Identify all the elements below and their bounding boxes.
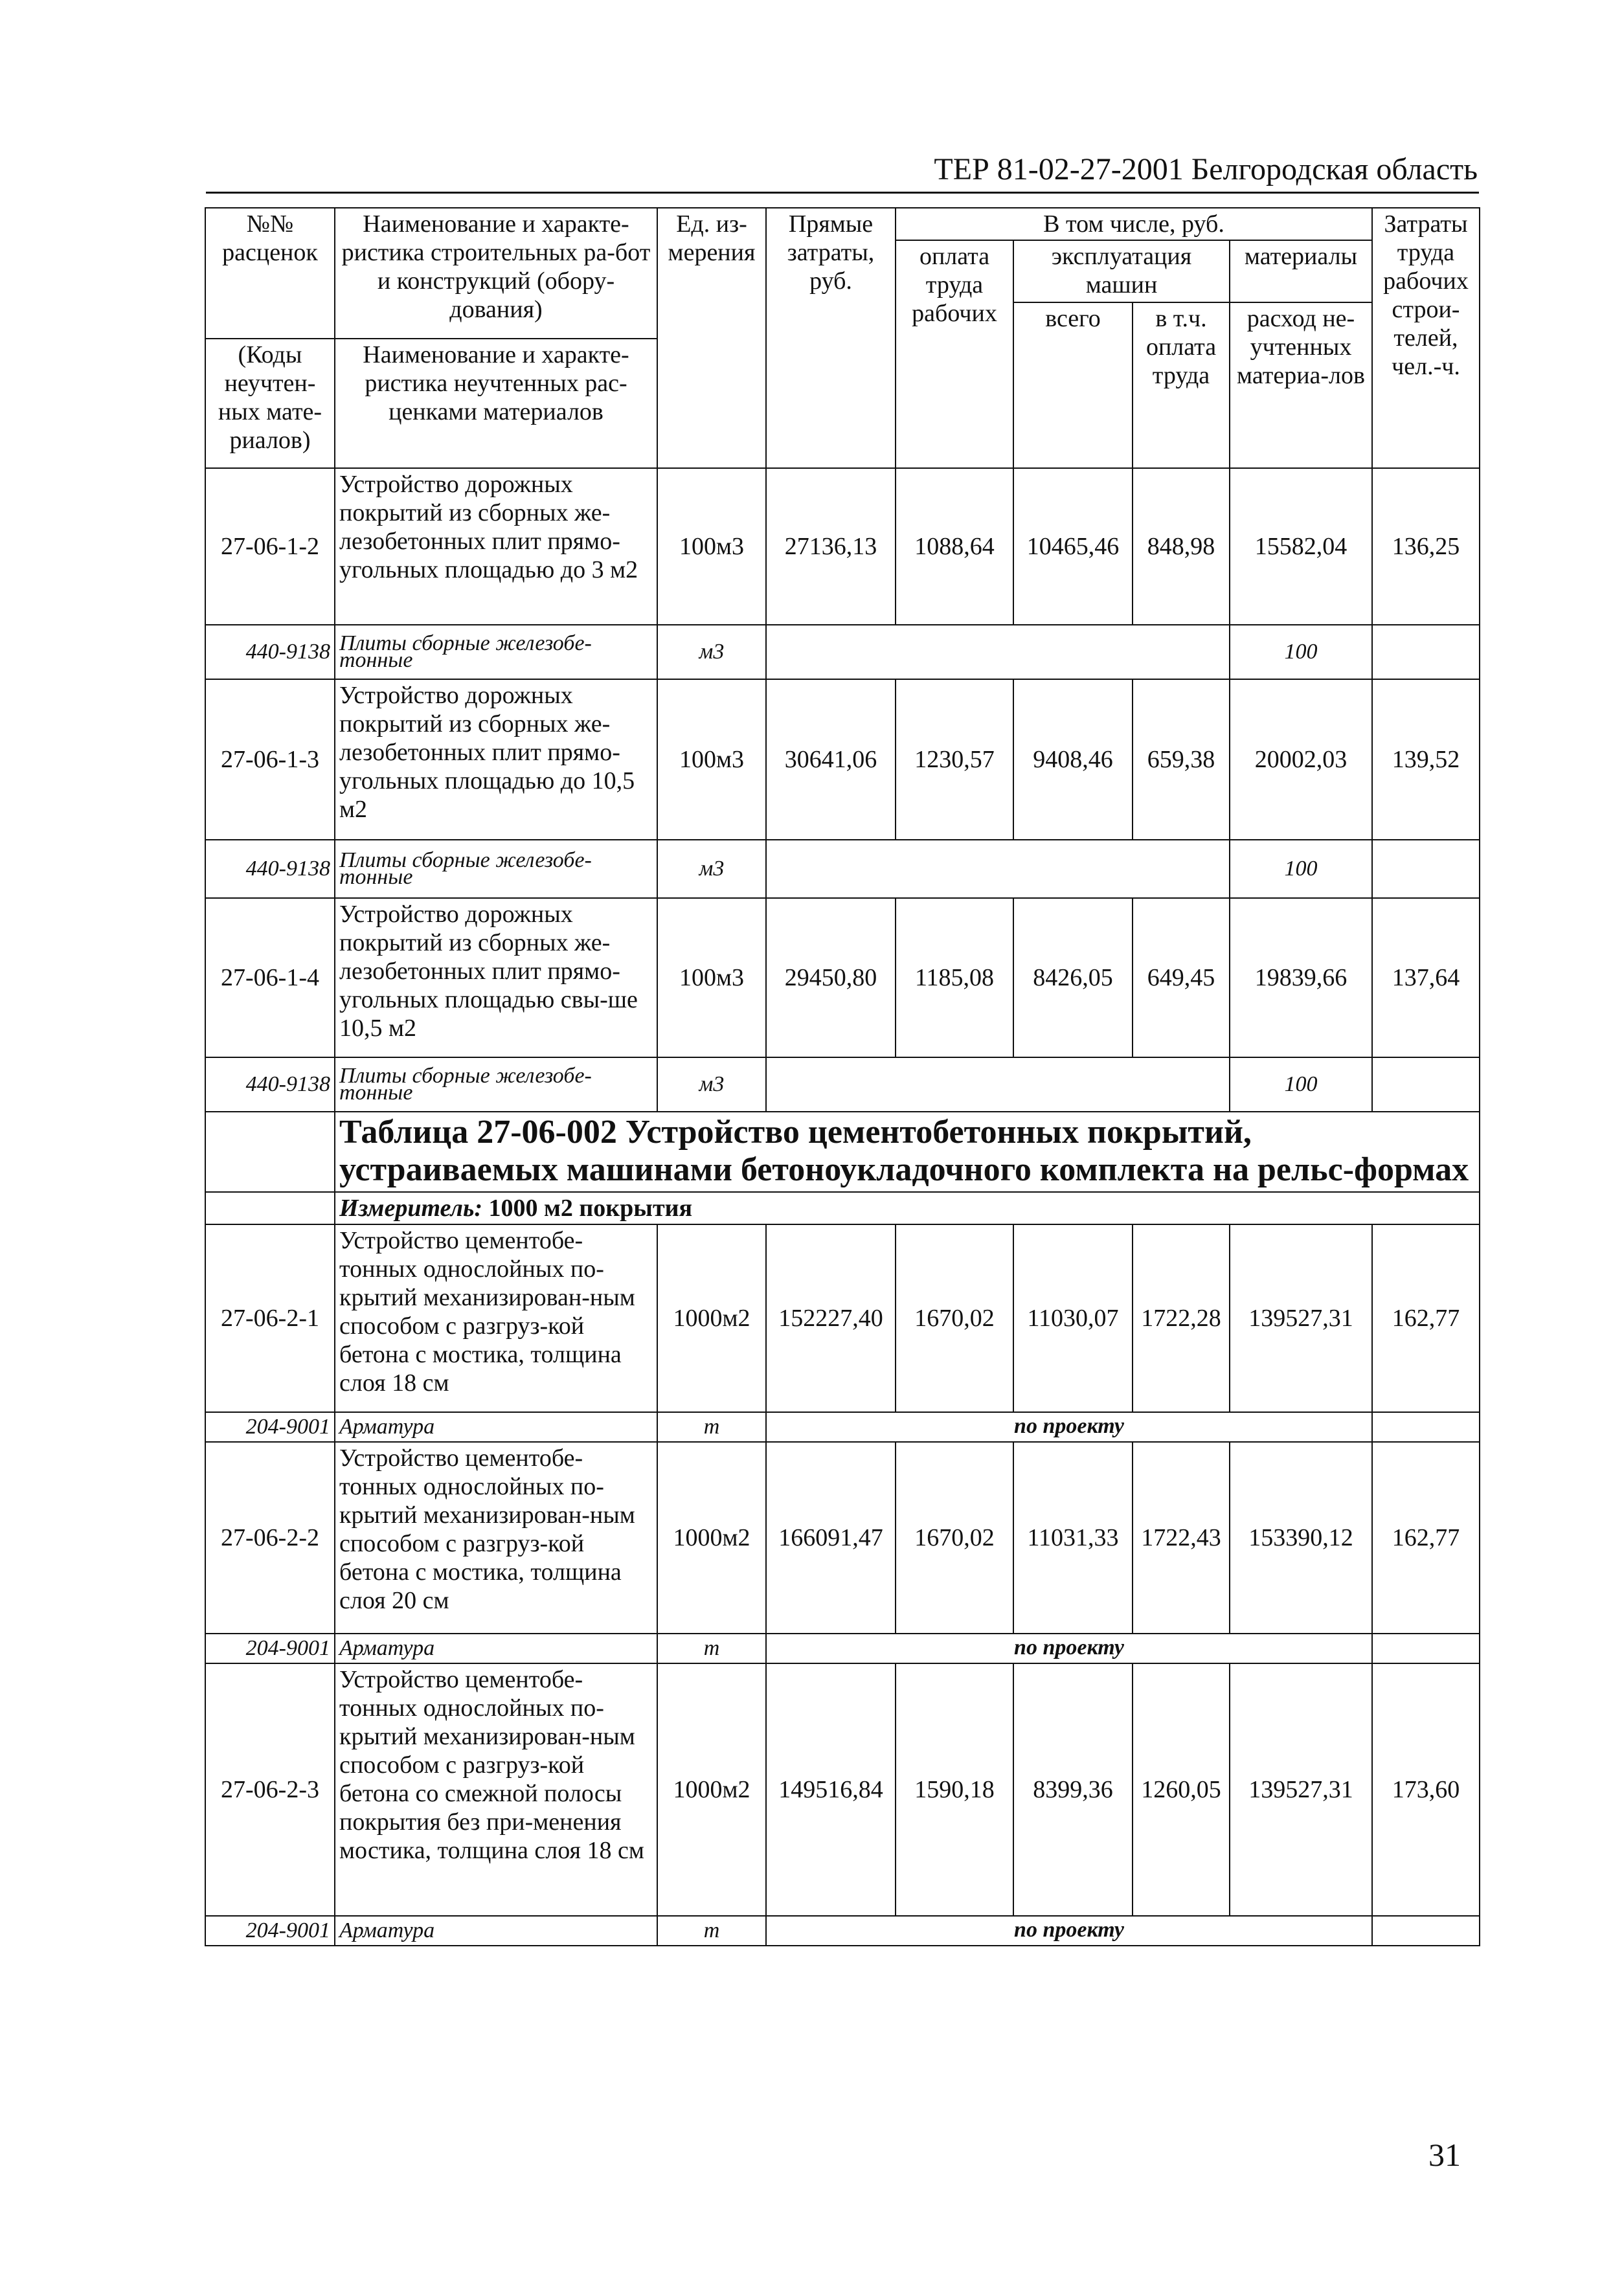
material-name: Арматура (335, 1634, 657, 1663)
col-name-sub: Наименование и характе-ристика неучтенных рас-ценками материалов (335, 339, 657, 468)
row-machines-wages: 1722,43 (1133, 1442, 1230, 1634)
row-code: 27-06-1-2 (205, 468, 335, 625)
col-mach-wages: в т.ч. оплата труда (1133, 302, 1230, 468)
measure-label: Измеритель: (339, 1195, 482, 1222)
row-name: Устройство цементобе-тонных однослойных по-крытий механизирован-ным способом с разгруз-кой бетона с мостика, толщина слоя 20 см (335, 1442, 657, 1634)
row-materials: 153390,12 (1230, 1442, 1372, 1634)
table-row (205, 468, 1480, 625)
material-code: 440-9138 (205, 1057, 335, 1112)
row-labor: 139,52 (1372, 679, 1480, 840)
measure (335, 1192, 1480, 1224)
row-machines-wages: 1260,05 (1133, 1663, 1230, 1916)
material-unit: м3 (657, 1057, 766, 1112)
material-unit: м3 (657, 625, 766, 679)
rates-table-wrapper (205, 207, 1479, 1946)
material-row (205, 1057, 1480, 1112)
header-row-1 (205, 208, 1480, 240)
col-unit: Ед. из-мерения (657, 208, 766, 468)
col-code-sub: (Коды неучтен-ных мате-риалов) (205, 339, 335, 468)
measure-row (205, 1192, 1480, 1224)
document-header: ТЕР 81-02-27-2001 Белгородская область (934, 152, 1478, 186)
measure-blank (205, 1192, 335, 1224)
row-materials: 139527,31 (1230, 1663, 1372, 1916)
row-wages: 1185,08 (896, 898, 1013, 1057)
row-direct: 29450,80 (766, 898, 896, 1057)
material-code: 204-9001 (205, 1916, 335, 1946)
row-unit: 100м3 (657, 679, 766, 840)
material-unit: м3 (657, 840, 766, 898)
material-labor-blank (1372, 625, 1480, 679)
row-unit: 1000м2 (657, 1442, 766, 1634)
material-unit: т (657, 1412, 766, 1442)
row-labor: 173,60 (1372, 1663, 1480, 1916)
row-direct: 30641,06 (766, 679, 896, 840)
row-unit: 100м3 (657, 898, 766, 1057)
material-name: Плиты сборные железобе-тонные (335, 625, 657, 679)
col-name: Наименование и характе-ристика строительных ра-бот и конструкций (обору-дования) (335, 208, 657, 339)
row-materials: 19839,66 (1230, 898, 1372, 1057)
table-row (205, 679, 1480, 840)
row-direct: 27136,13 (766, 468, 896, 625)
col-direct: Прямые затраты, руб. (766, 208, 896, 468)
material-row (205, 625, 1480, 679)
material-name: Арматура (335, 1916, 657, 1946)
col-labor: Затраты труда рабочих строи-телей, чел.-ч. (1372, 208, 1480, 468)
material-code: 440-9138 (205, 625, 335, 679)
material-row (205, 1634, 1480, 1663)
row-name: Устройство цементобе-тонных однослойных по-крытий механизирован-ным способом с разгруз-кой бетона со смежной полосы покрытия без при-менения мостика, толщина слоя 18 см (335, 1663, 657, 1916)
material-blank (766, 625, 1230, 679)
col-unaccounted: расход не-учтенных материа-лов (1230, 302, 1372, 468)
row-machines-wages: 649,45 (1133, 898, 1230, 1057)
material-amount: по проекту (766, 1916, 1372, 1946)
row-wages: 1670,02 (896, 1442, 1013, 1634)
row-machines: 8399,36 (1013, 1663, 1133, 1916)
measure-value: 1000 м2 покрытия (488, 1195, 693, 1222)
header-rule (206, 192, 1479, 194)
material-labor-blank (1372, 1057, 1480, 1112)
material-labor-blank (1372, 1916, 1480, 1946)
col-machines: эксплуатация машин (1013, 240, 1230, 302)
material-labor-blank (1372, 1412, 1480, 1442)
row-name: Устройство цементобе-тонных однослойных по-крытий механизирован-ным способом с разгруз-кой бетона с мостика, толщина слоя 18 см (335, 1224, 657, 1412)
row-wages: 1670,02 (896, 1224, 1013, 1412)
row-direct: 166091,47 (766, 1442, 896, 1634)
table-title-blank (205, 1112, 335, 1192)
col-incl: В том числе, руб. (896, 208, 1372, 240)
row-name: Устройство дорожных покрытий из сборных же-лезобетонных плит прямо-угольных площадью до 3 м2 (335, 468, 657, 625)
table-title: Таблица 27-06-002 Устройство цементобетонных покрытий, устраиваемых машинами бетоноукладочного комплекта на рельс-формах (335, 1112, 1480, 1192)
material-unit: т (657, 1916, 766, 1946)
material-labor-blank (1372, 1634, 1480, 1663)
material-row (205, 1916, 1480, 1946)
row-code: 27-06-1-4 (205, 898, 335, 1057)
material-code: 440-9138 (205, 840, 335, 898)
row-unit: 100м3 (657, 468, 766, 625)
material-amount: по проекту (766, 1412, 1372, 1442)
row-machines: 11030,07 (1013, 1224, 1133, 1412)
row-code: 27-06-2-2 (205, 1442, 335, 1634)
row-unit: 1000м2 (657, 1663, 766, 1916)
row-code: 27-06-1-3 (205, 679, 335, 840)
row-materials: 139527,31 (1230, 1224, 1372, 1412)
material-code: 204-9001 (205, 1634, 335, 1663)
row-machines: 9408,46 (1013, 679, 1133, 840)
material-labor-blank (1372, 840, 1480, 898)
row-machines: 8426,05 (1013, 898, 1133, 1057)
material-blank (766, 1057, 1230, 1112)
col-code: №№ расценок (205, 208, 335, 339)
row-labor: 136,25 (1372, 468, 1480, 625)
col-wages: оплата труда рабочих (896, 240, 1013, 468)
material-blank (766, 840, 1230, 898)
page-number: 31 (1428, 2137, 1461, 2173)
material-name: Плиты сборные железобе-тонные (335, 1057, 657, 1112)
material-unit: т (657, 1634, 766, 1663)
table-title-row (205, 1112, 1480, 1192)
table-row (205, 898, 1480, 1057)
row-machines: 11031,33 (1013, 1442, 1133, 1634)
material-code: 204-9001 (205, 1412, 335, 1442)
material-name: Плиты сборные железобе-тонные (335, 840, 657, 898)
material-row (205, 1412, 1480, 1442)
material-amount: 100 (1230, 625, 1372, 679)
row-wages: 1230,57 (896, 679, 1013, 840)
row-materials: 20002,03 (1230, 679, 1372, 840)
row-labor: 162,77 (1372, 1442, 1480, 1634)
row-machines: 10465,46 (1013, 468, 1133, 625)
row-wages: 1088,64 (896, 468, 1013, 625)
row-labor: 137,64 (1372, 898, 1480, 1057)
row-machines-wages: 659,38 (1133, 679, 1230, 840)
rates-table (205, 207, 1480, 1946)
row-labor: 162,77 (1372, 1224, 1480, 1412)
col-materials: материалы (1230, 240, 1372, 302)
row-machines-wages: 848,98 (1133, 468, 1230, 625)
material-amount: 100 (1230, 840, 1372, 898)
table-row (205, 1224, 1480, 1412)
material-amount: по проекту (766, 1634, 1372, 1663)
row-materials: 15582,04 (1230, 468, 1372, 625)
row-machines-wages: 1722,28 (1133, 1224, 1230, 1412)
row-direct: 152227,40 (766, 1224, 896, 1412)
row-code: 27-06-2-3 (205, 1663, 335, 1916)
row-wages: 1590,18 (896, 1663, 1013, 1916)
row-direct: 149516,84 (766, 1663, 896, 1916)
table-row (205, 1442, 1480, 1634)
row-name: Устройство дорожных покрытий из сборных же-лезобетонных плит прямо-угольных площадью свы-ше 10,5 м2 (335, 898, 657, 1057)
material-row (205, 840, 1480, 898)
col-mach-total: всего (1013, 302, 1133, 468)
material-name: Арматура (335, 1412, 657, 1442)
row-unit: 1000м2 (657, 1224, 766, 1412)
material-amount: 100 (1230, 1057, 1372, 1112)
table-row (205, 1663, 1480, 1916)
row-name: Устройство дорожных покрытий из сборных же-лезобетонных плит прямо-угольных площадью до 10,5 м2 (335, 679, 657, 840)
row-code: 27-06-2-1 (205, 1224, 335, 1412)
